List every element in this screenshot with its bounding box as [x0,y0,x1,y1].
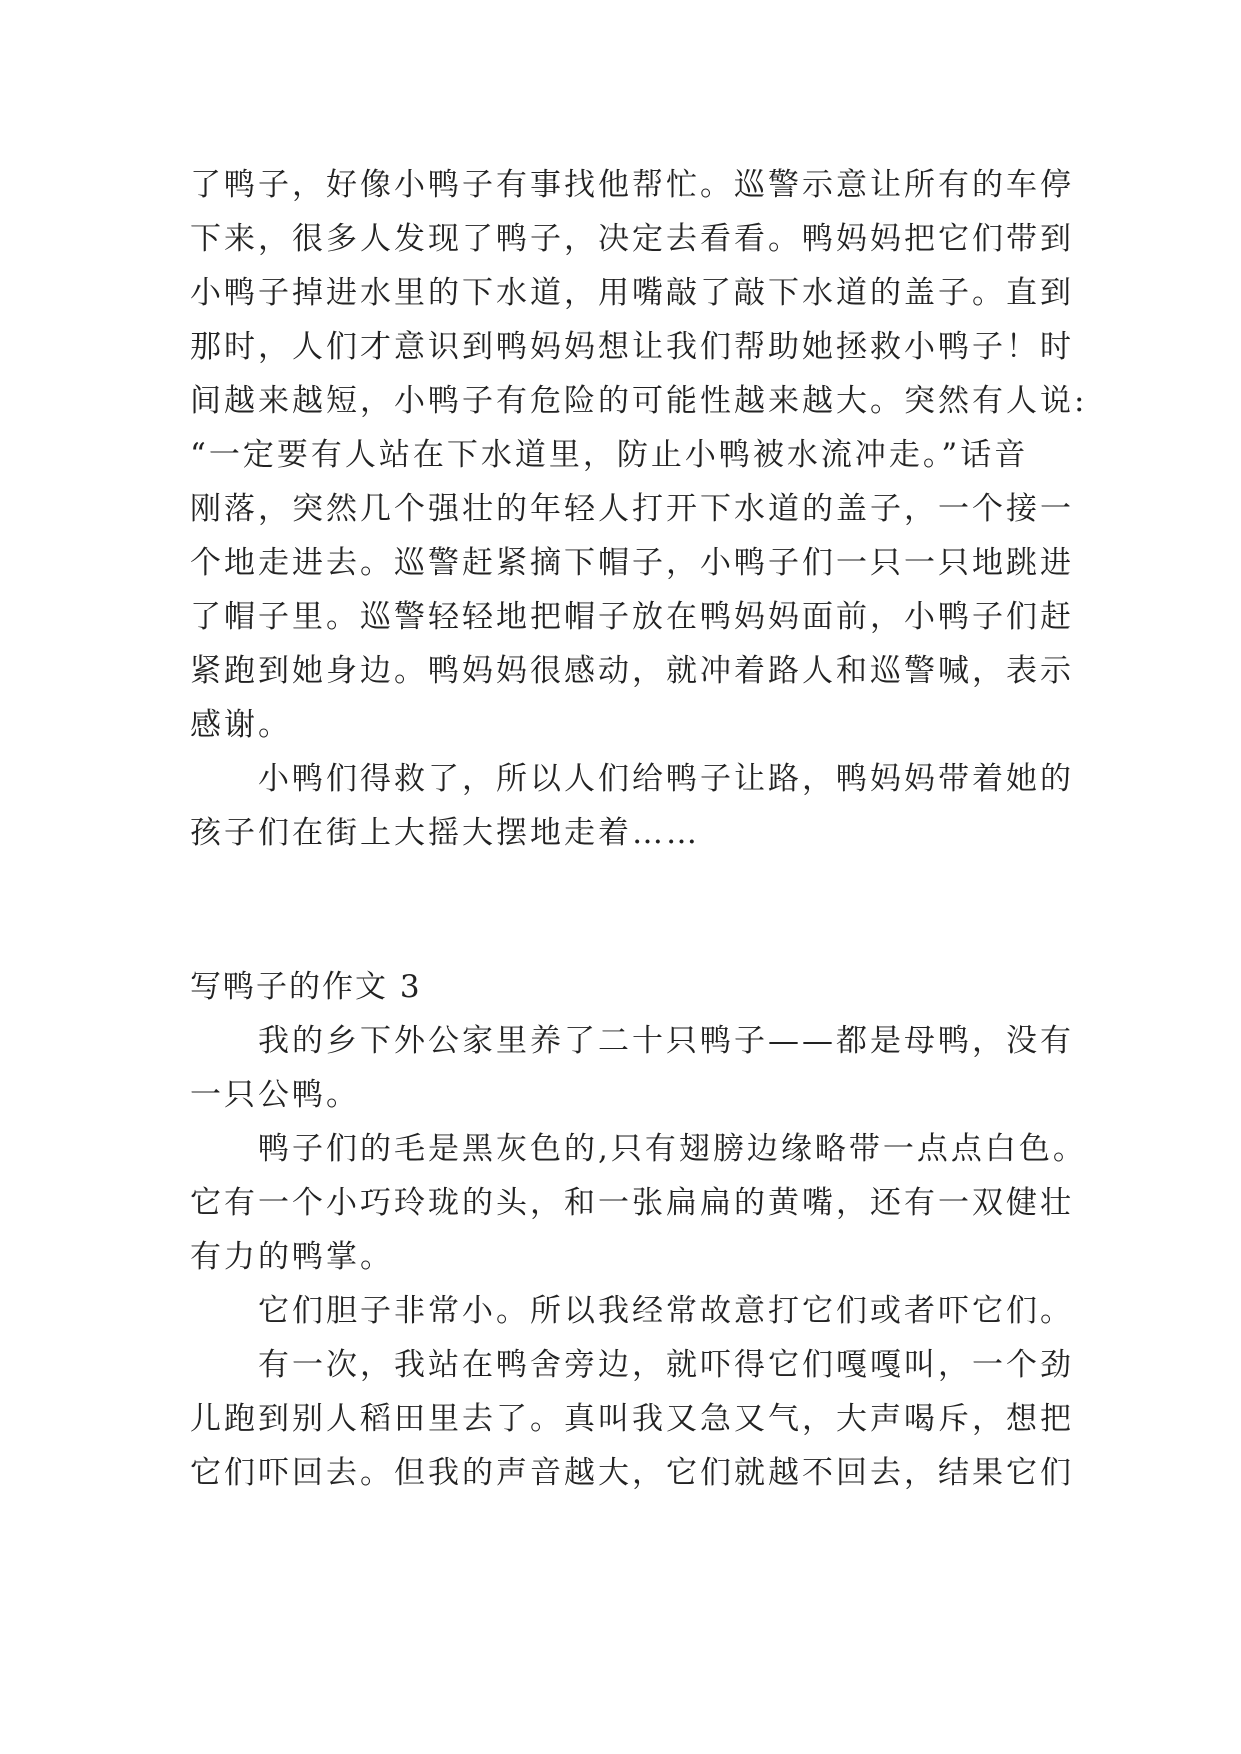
paragraph-2 [190,752,1074,860]
text-line: 刚落，突然几个强壮的年轻人打开下水道的盖子，一个接一 [190,491,1074,527]
text-line: 它们吓回去。但我的声音越大，它们就越不回去，结果它们 [190,1455,1074,1491]
paragraph-5 [190,1284,1074,1338]
text-line: 那时，人们才意识到鸭妈妈想让我们帮助她拯救小鸭子！时 [190,329,1074,365]
text-line: 它们胆子非常小。所以我经常故意打它们或者吓它们。 [190,1293,1074,1329]
text-line: “一定要有人站在下水道里，防止小鸭被水流冲走。”话音 [190,437,1029,473]
text-line: 间越来越短，小鸭子有危险的可能性越来越大。突然有人说: [190,383,1088,419]
paragraph-6 [190,1338,1074,1500]
text-line: 有一次，我站在鸭舍旁边，就吓得它们嘎嘎叫，一个劲 [190,1347,1074,1383]
text-line: 它有一个小巧玲珑的头，和一张扁扁的黄嘴，还有一双健壮 [190,1185,1074,1221]
text-line: 小鸭子掉进水里的下水道，用嘴敲了敲下水道的盖子。直到 [190,275,1074,311]
text-line: 鸭子们的毛是黑灰色的,只有翅膀边缘略带一点点白色。 [190,1131,1087,1167]
text-line: 我的乡下外公家里养了二十只鸭子——都是母鸭，没有 [190,1023,1074,1059]
text-line: 小鸭们得救了，所以人们给鸭子让路，鸭妈妈带着她的 [190,761,1074,797]
text-line: 孩子们在街上大摇大摆地走着…… [190,815,700,851]
section-title: 写鸭子的作文 3 [190,969,422,1005]
text-line: 了帽子里。巡警轻轻地把帽子放在鸭妈妈面前，小鸭子们赶 [190,599,1074,635]
text-line: 一只公鸭。 [190,1077,360,1113]
text-line: 了鸭子，好像小鸭子有事找他帮忙。巡警示意让所有的车停 [190,167,1074,203]
paragraph-1 [190,158,1088,752]
text-line: 有力的鸭掌。 [190,1239,394,1275]
text-line: 儿跑到别人稻田里去了。真叫我又急又气，大声喝斥，想把 [190,1401,1074,1437]
text-line: 感谢。 [190,707,292,743]
section-gap [190,860,1050,960]
paragraph-3 [190,1014,1074,1122]
paragraph-4 [190,1122,1087,1284]
text-line: 下来，很多人发现了鸭子，决定去看看。鸭妈妈把它们带到 [190,221,1074,257]
text-line: 个地走进去。巡警赶紧摘下帽子，小鸭子们一只一只地跳进 [190,545,1074,581]
document-page [190,158,1088,1500]
text-line: 紧跑到她身边。鸭妈妈很感动，就冲着路人和巡警喊，表示 [190,653,1074,689]
